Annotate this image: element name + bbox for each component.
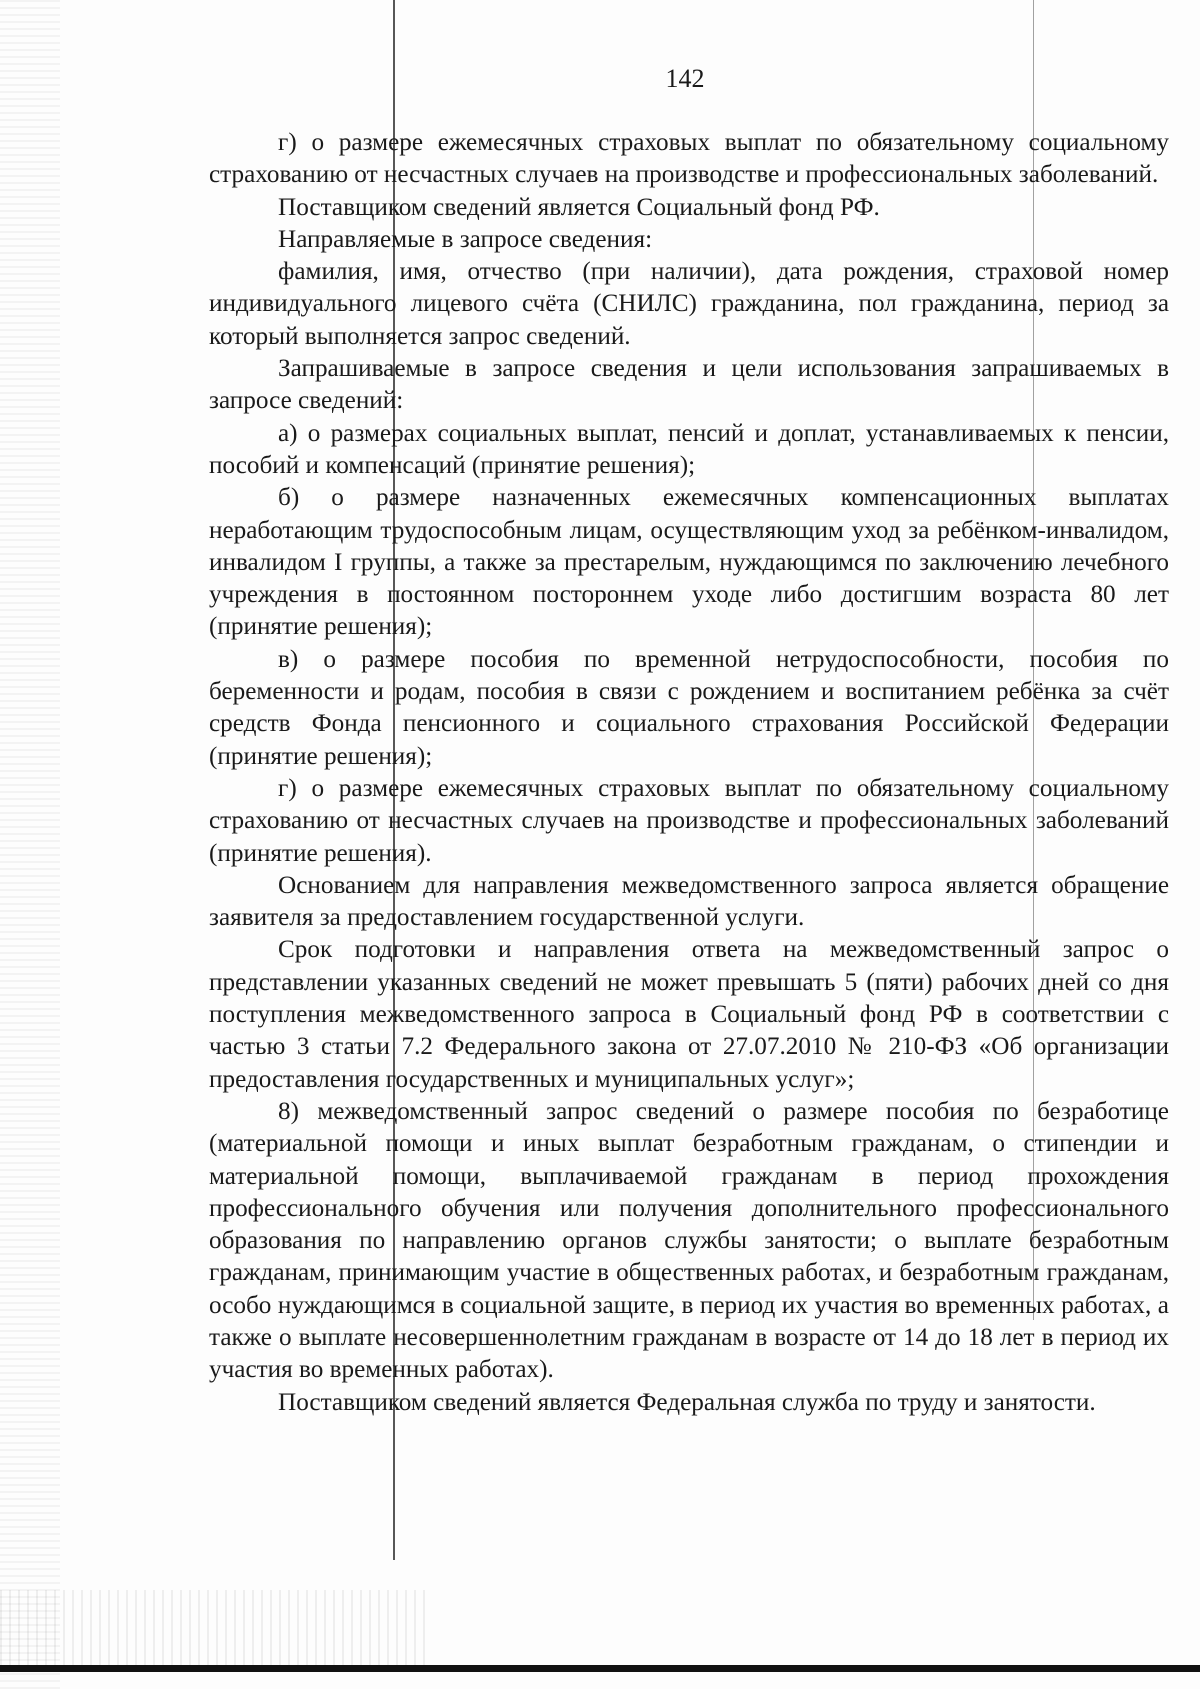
paragraph: г) о размере ежемесячных страховых выплат по обязательному социальному страхованию от несчастных случаев на производстве и профессиональных заболеваний (принятие решения). [209,774,1169,867]
paragraph: а) о размерах социальных выплат, пенсий и доплат, устанавливаемых к пенсии, пособий и компенсаций (принятие решения); [209,419,1169,479]
paragraph: фамилия, имя, отчество (при наличии), дата рождения, страховой номер индивидуального лицевого счёта (СНИЛС) гражданина, пол гражданина, период за который выполняется запрос сведений. [209,258,1169,350]
page-number: 142 [665,64,705,93]
paragraph: Поставщиком сведений является Федеральная служба по труду и занятости. [278,1388,1096,1416]
paragraph: Направляемые в запросе сведения: [278,225,653,253]
paragraph: в) о размере пособия по временной нетрудоспособности, пособия по беременности и родам, пособия в связи с рождением и воспитанием ребёнка за счёт средств Фонда пенсионного и социального страхования Российской Федерации (принятие решения); [209,645,1169,770]
paragraph: Срок подготовки и направления ответа на межведомственный запрос о представлении указанных сведений не может превышать 5 (пяти) рабочих дней со дня поступления межведомственного запроса в Социальный фонд РФ в соответствии с частью 3 статьи 7.2 Федерального закона от 27.07.2010 № 210-ФЗ «Об организации предоставления государственных и муниципальных услуг»; [209,936,1169,1093]
scan-noise-bottom [0,1590,430,1670]
scan-noise-left [0,0,60,1689]
paragraph: Поставщиком сведений является Социальный фонд РФ. [278,193,880,221]
paragraph: г) о размере ежемесячных страховых выплат по обязательному социальному страхованию от несчастных случаев на производстве и профессиональных заболеваний. [209,129,1169,189]
document-body [209,127,1169,1419]
paragraph: 8) межведомственный запрос сведений о размере пособия по безработице (материальной помощи и иных выплат безработным гражданам, о стипендии и материальной помощи, выплачиваемой гражданам в период прохождения профессионального обучения или получения дополнительного профессионального образования по направлению органов службы занятости; о выплате безработным гражданам, принимающим участие в общественных работах, и безработным гражданам, особо нуждающимся в социальной защите, в период их участия во временных работах, а также о выплате несовершеннолетним гражданам в возрасте от 14 до 18 лет в период их участия во временных работах). [209,1097,1169,1384]
paragraph: Запрашиваемые в запросе сведения и цели использования запрашиваемых в запросе сведений: [209,355,1169,415]
paragraph: б) о размере назначенных ежемесячных компенсационных выплатах неработающим трудоспособным лицам, осуществляющим уход за ребёнком-инвалидом, инвалидом I группы, а также за престарелым, нуждающимся по заключению лечебного учреждения в постоянном постороннем уходе либо достигшим возраста 80 лет (принятие решения); [209,484,1169,641]
scan-bottom-border [0,1665,1200,1672]
paragraph: Основанием для направления межведомственного запроса является обращение заявителя за предоставлением государственной услуги. [209,871,1169,932]
